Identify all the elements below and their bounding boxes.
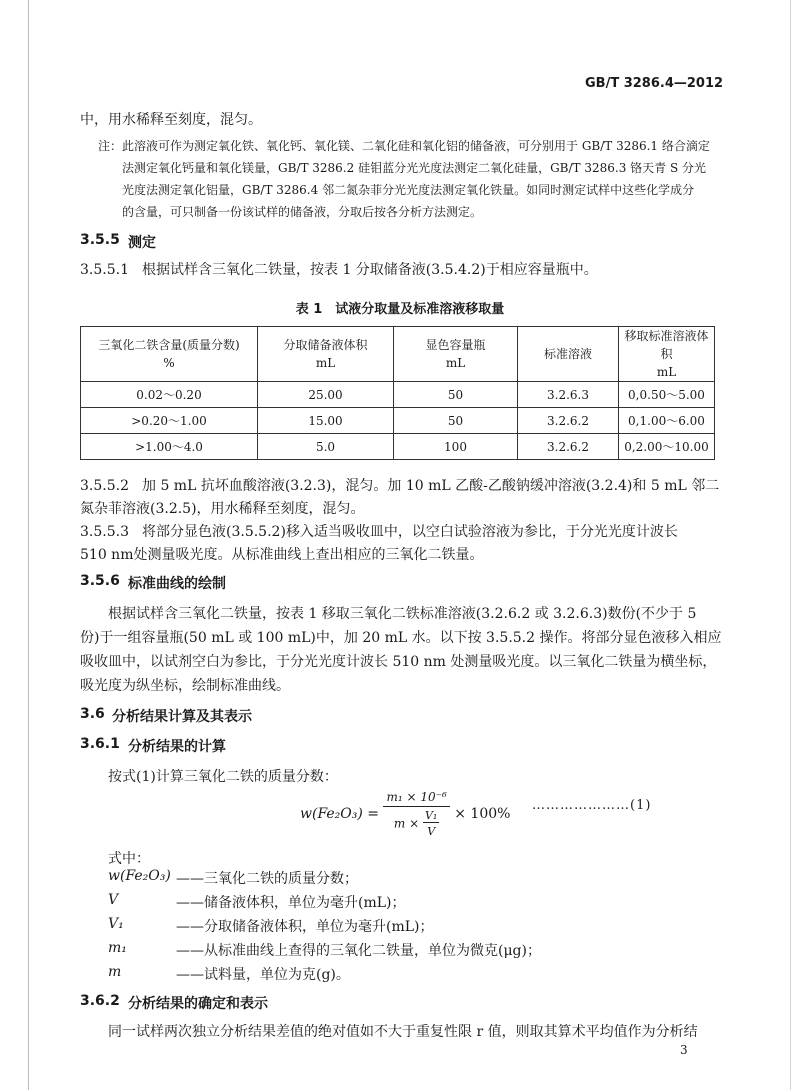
table-row (81, 408, 715, 434)
section-number: 3.5.5.2 (80, 478, 129, 494)
note-line: 法测定氧化钙量和氧化镁量，GB/T 3286.2 硅钼蓝分光光度法测定二氧化硅量，GB/T 3286.3 铬天青 S 分光 (122, 161, 706, 175)
formula-numerator: m₁ × 10⁻⁶ (383, 790, 449, 807)
definition-text: ——储备液体积，单位为毫升(mL)； (176, 895, 406, 911)
table-row (81, 382, 715, 408)
formula-sub-numerator: V₁ (424, 809, 438, 822)
table-cell: 3.2.6.2 (518, 434, 619, 460)
table-header-cell: 分取储备液体积 mL (258, 327, 394, 382)
table-cell: 3.2.6.2 (518, 408, 619, 434)
formula-lhs: w(Fe₂O₃) = (300, 806, 380, 822)
section-number: 3.5.5 (80, 232, 120, 248)
table-cell: 0,1.00～6.00 (619, 408, 715, 434)
section-number: 3.6.1 (80, 736, 120, 752)
table-cell: 0,0.50～5.00 (619, 382, 715, 408)
paragraph-line: 510 nm处测量吸光度。从标准曲线上查出相应的三氧化二铁量。 (80, 547, 484, 563)
note-line: 光度法测定氧化铝量，GB/T 3286.4 邻二氮杂菲分光光度法测定氧化铁量。如同时测定试样中这些化学成分 (122, 183, 695, 197)
table-cell: 50 (394, 408, 518, 434)
table-cell: >0.20～1.00 (81, 408, 258, 434)
page-edge-left (28, 0, 29, 1090)
section-title: 测定 (128, 235, 156, 251)
formula-tail: × 100% (454, 806, 511, 822)
definition-text: ——从标准曲线上查得的三氧化二铁量，单位为微克(μg)； (176, 943, 541, 959)
definitions-intro: 式中： (108, 851, 150, 867)
section-title: 分析结果计算及其表示 (112, 709, 252, 725)
section-title: 分析结果的计算 (128, 739, 226, 755)
table-header-cell: 显色容量瓶 mL (394, 327, 518, 382)
section-title: 标准曲线的绘制 (128, 576, 226, 592)
table-cell: 25.00 (258, 382, 394, 408)
definition-text: ——三氧化二铁的质量分数； (176, 871, 358, 887)
paragraph-line: 份)于一组容量瓶(50 mL 或 100 mL)中，加 20 mL 水。以下按 3.5.5.2 操作。将部分显色液移入相应 (80, 630, 722, 646)
formula-1 (300, 790, 510, 838)
note-label: 注： (98, 139, 123, 153)
definition-symbol: w(Fe₂O₃) (108, 868, 171, 884)
paragraph-line: 吸收皿中，以试剂空白为参比，于分光光度计波长 510 nm 处测量吸光度。以三氧化二铁量为横坐标， (80, 654, 717, 670)
formula-denom-m: m × (393, 816, 420, 831)
formula-fraction (383, 790, 449, 838)
paragraph-line: 将部分显色液(3.5.5.2)移入适当吸收皿中，以空白试验溶液为参比，于分光光度计波长 (142, 524, 678, 540)
definition-text: ——分取储备液体积，单位为毫升(mL)； (176, 919, 434, 935)
formula-sub-denominator: V (427, 825, 436, 838)
table-cell: 0.02～0.20 (81, 382, 258, 408)
section-number: 3.5.5.3 (80, 524, 129, 540)
section-title: 分析结果的确定和表示 (128, 996, 268, 1012)
definition-symbol: V (108, 892, 119, 908)
table-cell: 3.2.6.3 (518, 382, 619, 408)
paragraph-line: 同一试样两次独立分析结果差值的绝对值如不大于重复性限 r 值，则取其算术平均值作为分析结 (108, 1024, 698, 1040)
table-cell: 100 (394, 434, 518, 460)
paragraph-line: 加 5 mL 抗坏血酸溶液(3.2.3)，混匀。加 10 mL 乙酸-乙酸钠缓冲溶液(3.2.4)和 5 mL 邻二 (142, 478, 720, 494)
table-cell: 0,2.00～10.00 (619, 434, 715, 460)
page-edge-right (790, 0, 791, 1090)
table-header-row (81, 327, 715, 382)
formula-subfraction (423, 809, 439, 838)
table-cell: 50 (394, 382, 518, 408)
paragraph-line: 氮杂菲溶液(3.2.5)，用水稀释至刻度，混匀。 (80, 501, 365, 517)
table-cell: >1.00～4.0 (81, 434, 258, 460)
definition-symbol: m (108, 964, 122, 980)
paragraph-line: 按式(1)计算三氧化二铁的质量分数： (108, 769, 338, 785)
paragraph-line: 根据试样含三氧化二铁量，按表 1 分取储备液(3.5.4.2)于相应容量瓶中。 (142, 262, 598, 278)
table-cell: 15.00 (258, 408, 394, 434)
page-number: 3 (680, 1043, 688, 1057)
equation-number: …………………(1) (532, 798, 652, 813)
definition-symbol: V₁ (108, 916, 124, 932)
section-number: 3.6 (80, 706, 105, 722)
paragraph-line: 吸光度为纵坐标，绘制标准曲线。 (80, 678, 290, 694)
standard-number-header: GB/T 3286.4—2012 (585, 76, 724, 91)
formula-denominator (383, 807, 449, 838)
note-line: 的含量，可只制备一份该试样的储备液，分取后按各分析方法测定。 (122, 205, 483, 219)
paragraph-line: 根据试样含三氧化二铁量，按表 1 移取三氧化二铁标准溶液(3.2.6.2 或 3.2.6.3)数份(不少于 5 (108, 606, 697, 622)
section-number: 3.5.5.1 (80, 262, 129, 278)
section-number: 3.5.6 (80, 573, 120, 589)
table-header-cell: 三氧化二铁含量(质量分数) % (81, 327, 258, 382)
definition-symbol: m₁ (108, 940, 127, 956)
table-header-cell: 标准溶液 (518, 327, 619, 382)
data-table (80, 326, 715, 460)
table-cell: 5.0 (258, 434, 394, 460)
table-row (81, 434, 715, 460)
definition-text: ——试料量，单位为克(g)。 (176, 967, 350, 983)
note-line: 此溶液可作为测定氧化铁、氧化钙、氧化镁、二氧化硅和氧化铝的储备液，可分别用于 GB/T 3286.1 络合滴定 (122, 139, 710, 153)
table-header-cell: 移取标准溶液体积 mL (619, 327, 715, 382)
section-number: 3.6.2 (80, 993, 120, 1009)
paragraph-line: 中，用水稀释至刻度，混匀。 (80, 112, 262, 128)
table-title: 表 1 试液分取量及标准溶液移取量 (295, 302, 505, 317)
